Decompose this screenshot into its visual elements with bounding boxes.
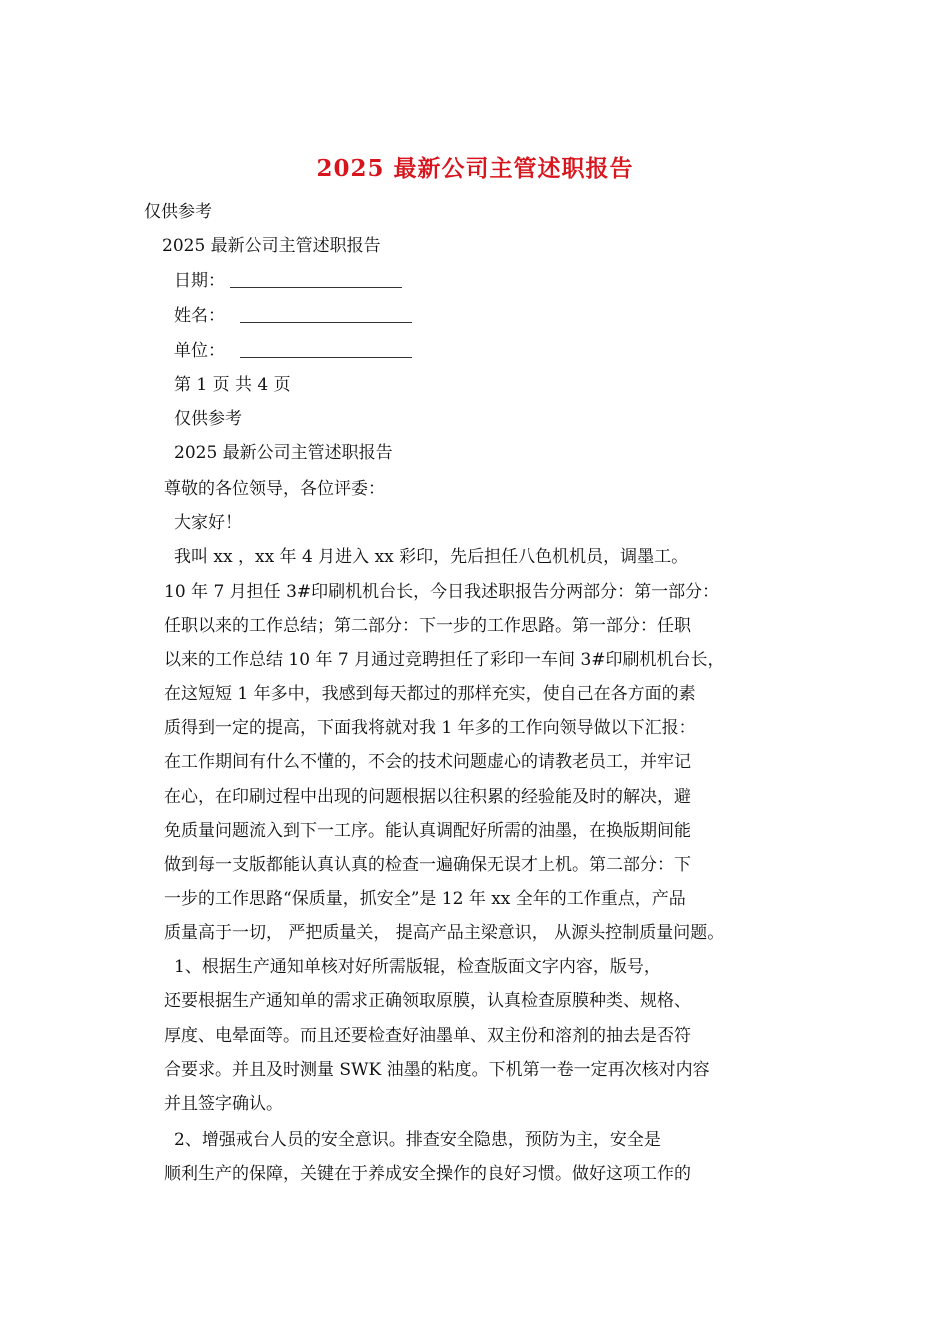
text-line [164,650,725,670]
text-line-content: 2、增强戒台人员的安全意识。排查安全隐患，预防为主，安全是 [174,1130,661,1150]
text-line [164,684,696,704]
text-line-content: 在工作期间有什么不懂的，不会的技术问题虚心的请教老员工，并牢记 [164,752,691,772]
blank-underline [240,341,412,358]
text-line [164,923,724,943]
blank-underline [240,306,412,323]
text-line [164,1094,283,1114]
text-line-content: 第 1 页 共 4 页 [174,375,291,395]
text-line-content: 一步的工作思路“保质量，抓安全”是 12 年 xx 全年的工作重点，产品 [164,889,686,909]
text-line [164,1164,691,1184]
text-line-content: 并且签字确认。 [164,1094,283,1114]
text-line-content: 大家好！ [174,513,242,533]
text-line-content: 合要求。并且及时测量 SWK 油墨的粘度。下机第一卷一定再次核对内容 [164,1060,710,1080]
text-line [174,443,393,463]
text-line [164,1026,691,1046]
text-line-content: 2025 最新公司主管述职报告 [162,236,381,256]
text-line [162,236,381,256]
text-line-content: 1、根据生产通知单核对好所需版辊，检查版面文字内容，版号， [174,957,661,977]
text-line-content: 免质量问题流入到下一工序。能认真调配好所需的油墨，在换版期间能 [164,821,691,841]
text-line-content: 姓名： [174,306,225,326]
text-line [174,375,291,395]
form-field-line [174,341,225,361]
text-line-content: 质得到一定的提高，下面我将就对我 1 年多的工作向领导做以下汇报： [164,718,696,738]
text-line [164,855,691,875]
text-line-content: 质量高于一切， 严把质量关， 提高产品主梁意识， 从源头控制质量问题。 [164,923,725,943]
text-line [164,787,691,807]
text-line [164,821,691,841]
text-line-content: 尊敬的各位领导，各位评委： [164,479,385,499]
text-line [164,479,385,499]
text-line-content: 在心，在印刷过程中出现的问题根据以往积累的经验能及时的解决，避 [164,787,691,807]
text-line-content: 仅供参考 [174,409,242,429]
text-line [164,718,696,738]
text-line [174,1130,661,1150]
text-line-content: 单位： [174,341,225,361]
text-line [174,513,242,533]
text-line-content: 任职以来的工作总结；第二部分：下一步的工作思路。第一部分：任职 [164,616,691,636]
text-line [164,1060,710,1080]
text-line-content: 2025 最新公司主管述职报告 [174,443,393,463]
form-field-line [174,271,225,291]
text-line-content: 还要根据生产通知单的需求正确领取原膜，认真检查原膜种类、规格、 [164,991,691,1011]
text-line [144,202,212,222]
page-title: 2025 最新公司主管述职报告 [316,155,634,182]
text-line-content: 我叫 xx ，xx 年 4 月进入 xx 彩印，先后担任八色机机员，调墨工。 [174,547,689,567]
text-line-content: 顺利生产的保障，关键在于养成安全操作的良好习惯。做好这项工作的 [164,1164,691,1184]
text-line [164,616,691,636]
text-line [164,991,691,1011]
text-line [174,547,688,567]
text-line-content: 在这短短 1 年多中，我感到每天都过的那样充实，使自己在各方面的素 [164,684,696,704]
form-field-line [174,306,225,326]
text-line-content: 做到每一支版都能认真认真的检查一遍确保无误才上机。第二部分：下 [164,855,691,875]
text-line [164,582,719,602]
text-line-content: 日期： [174,271,225,291]
blank-underline [230,271,402,288]
text-line [164,752,691,772]
text-line-content: 以来的工作总结 10 年 7 月通过竞聘担任了彩印一车间 3#印刷机机台长， [164,650,725,670]
text-line [164,889,686,909]
text-line [174,957,661,977]
text-line [174,409,242,429]
text-line-content: 10 年 7 月担任 3#印刷机机台长，今日我述职报告分两部分：第一部分： [164,582,720,602]
text-line-content: 厚度、电晕面等。而且还要检查好油墨单、双主份和溶剂的抽去是否符 [164,1026,691,1046]
text-line-content: 仅供参考 [144,202,212,222]
